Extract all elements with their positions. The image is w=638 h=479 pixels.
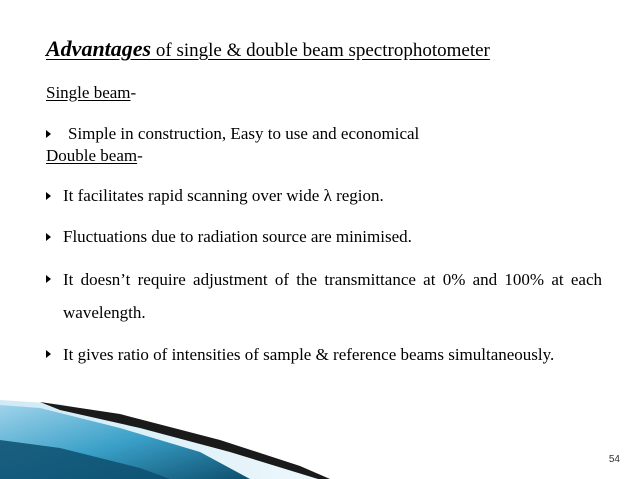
double-beam-item-text: It doesn’t require adjustment of the transmittance at 0% and 100% at each wavelength. bbox=[63, 270, 602, 322]
double-beam-item-text: Fluctuations due to radiation source are minimised. bbox=[63, 227, 412, 246]
single-beam-heading-label: Single beam bbox=[46, 83, 131, 102]
double-beam-heading bbox=[46, 146, 143, 166]
single-beam-item-1 bbox=[46, 124, 602, 144]
double-beam-item-1 bbox=[46, 186, 602, 206]
double-beam-item-text: It gives ratio of intensities of sample & reference beams simultaneously. bbox=[63, 345, 555, 364]
double-beam-item-text: It facilitates rapid scanning over wide λ region. bbox=[63, 186, 384, 205]
double-beam-item-2 bbox=[46, 227, 602, 247]
double-beam-item-3 bbox=[46, 269, 602, 329]
bullet-arrow-icon bbox=[46, 350, 51, 358]
single-beam-heading-suffix: - bbox=[130, 83, 137, 102]
double-beam-item-4 bbox=[46, 344, 602, 371]
page-number: 54 bbox=[608, 454, 620, 465]
single-beam-heading bbox=[46, 83, 136, 103]
double-beam-heading-label: Double beam bbox=[46, 146, 138, 165]
bullet-arrow-icon bbox=[46, 192, 51, 200]
bullet-arrow-icon bbox=[46, 275, 51, 283]
bullet-arrow-icon bbox=[46, 233, 51, 241]
double-beam-heading-suffix: - bbox=[137, 146, 143, 165]
bullet-arrow-icon bbox=[46, 130, 51, 138]
single-beam-item-text: Simple in construction, Easy to use and economical bbox=[68, 124, 420, 143]
title-rest: of single & double beam spectrophotometer bbox=[151, 40, 490, 61]
title-emphasis: Advantages bbox=[46, 36, 152, 61]
slide-title bbox=[46, 36, 490, 64]
